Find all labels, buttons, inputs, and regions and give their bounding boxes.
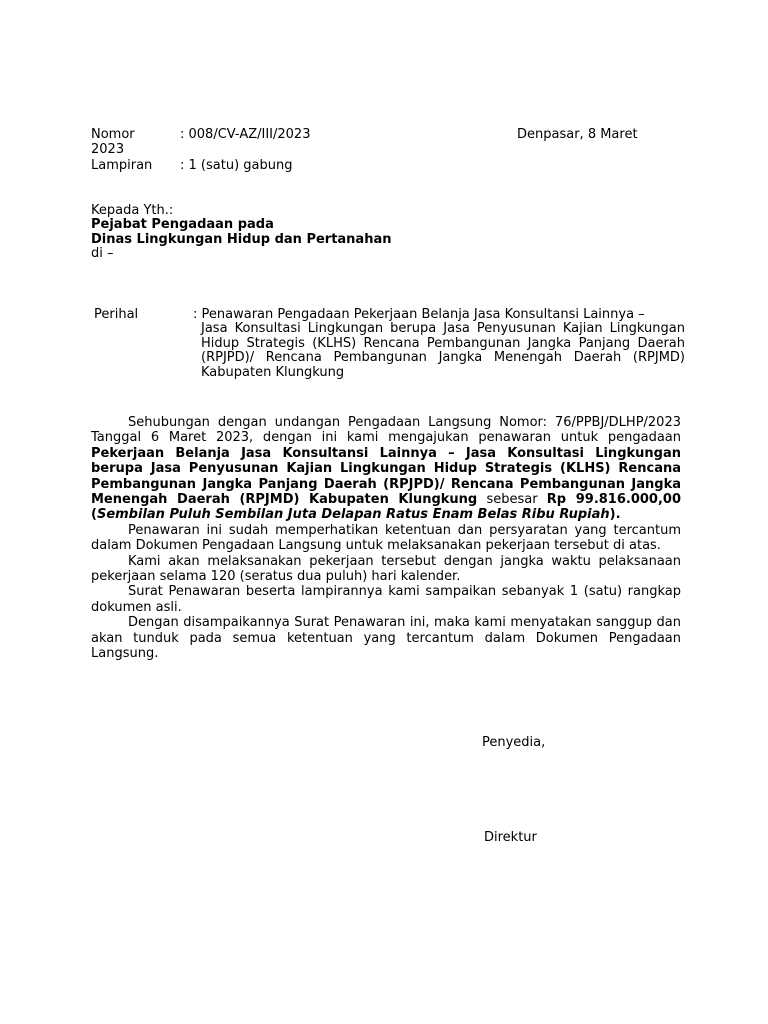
body-paragraph-4: Surat Penawaran beserta lampirannya kami sampaikan sebanyak 1 (satu) rangkap dokumen asli.	[91, 584, 681, 615]
letter-date: Denpasar, 8 Maret	[517, 127, 638, 142]
recipient-greeting: Kepada Yth.:	[91, 203, 174, 218]
p1-project-name: Pekerjaan Belanja Jasa Konsultansi Lainnya – Jasa Konsultasi Lingkungan berupa Jasa Penyusunan Kajian Lingkungan Hidup Strategis (KLHS) Rencana Pembangunan Jangka Panjang Daerah (RPJPD)/ Rencana Pembangunan Jangka Menengah Daerah (RPJMD) Kabupaten Klungkung	[91, 445, 681, 508]
signature-penyedia: Penyedia,	[482, 735, 546, 750]
body-paragraph-5: Dengan disampaikannya Surat Penawaran ini, maka kami menyatakan sanggup dan akan tunduk pada semua ketentuan yang tercantum dalam Dokumen Pengadaan Langsung.	[91, 615, 681, 662]
p1-paren-open: (	[91, 507, 97, 523]
lampiran-value: : 1 (satu) gabung	[180, 158, 293, 173]
p1-sebesar: sebesar	[477, 492, 547, 508]
body-paragraph-3: Kami akan melaksanakan pekerjaan tersebut dengan jangka waktu pelaksanaan pekerjaan selama 120 (seratus dua puluh) hari kalender.	[91, 553, 681, 585]
recipient-line-3: di –	[91, 246, 114, 261]
body-paragraph-1	[91, 415, 681, 523]
signature-direktur: Direktur	[484, 830, 537, 845]
body-paragraph-2: Penawaran ini sudah memperhatikan ketentuan dan persyaratan yang tercantum dalam Dokumen Pengadaan Langsung untuk melaksanakan pekerjaan tersebut di atas.	[91, 522, 681, 554]
recipient-line-1: Pejabat Pengadaan pada	[91, 217, 274, 232]
perihal-text: Jasa Konsultasi Lingkungan berupa Jasa Penyusunan Kajian Lingkungan Hidup Strategis (KLHS) Rencana Pembangunan Jangka Panjang Daerah (RPJPD)/ Rencana Pembangunan Jangka Menengah Daerah (RPJMD) Kabupaten Klungkung	[201, 321, 685, 380]
perihal-line-1: : Penawaran Pengadaan Pekerjaan Belanja Jasa Konsultansi Lainnya –	[193, 307, 645, 322]
perihal-label: Perihal	[94, 307, 139, 322]
p1-paren-close: ).	[609, 507, 621, 523]
recipient-line-2: Dinas Lingkungan Hidup dan Pertanahan	[91, 232, 392, 247]
lampiran-label: Lampiran	[91, 158, 153, 173]
p1-amount-words: Sembilan Puluh Sembilan Juta Delapan Ratus Enam Belas Ribu Rupiah	[96, 507, 610, 523]
letter-body	[91, 415, 681, 662]
letter-date-year: 2023	[91, 142, 125, 157]
p1-amount: Rp 99.816.000,00	[546, 492, 681, 508]
nomor-label: Nomor	[91, 127, 135, 142]
nomor-value: : 008/CV-AZ/III/2023	[180, 127, 311, 142]
p1-intro: Sehubungan dengan undangan Pengadaan Langsung Nomor: 76/PPBJ/DLHP/2023 Tanggal 6 Maret 2023, dengan ini kami mengajukan penawaran untuk pengadaan	[91, 415, 681, 446]
